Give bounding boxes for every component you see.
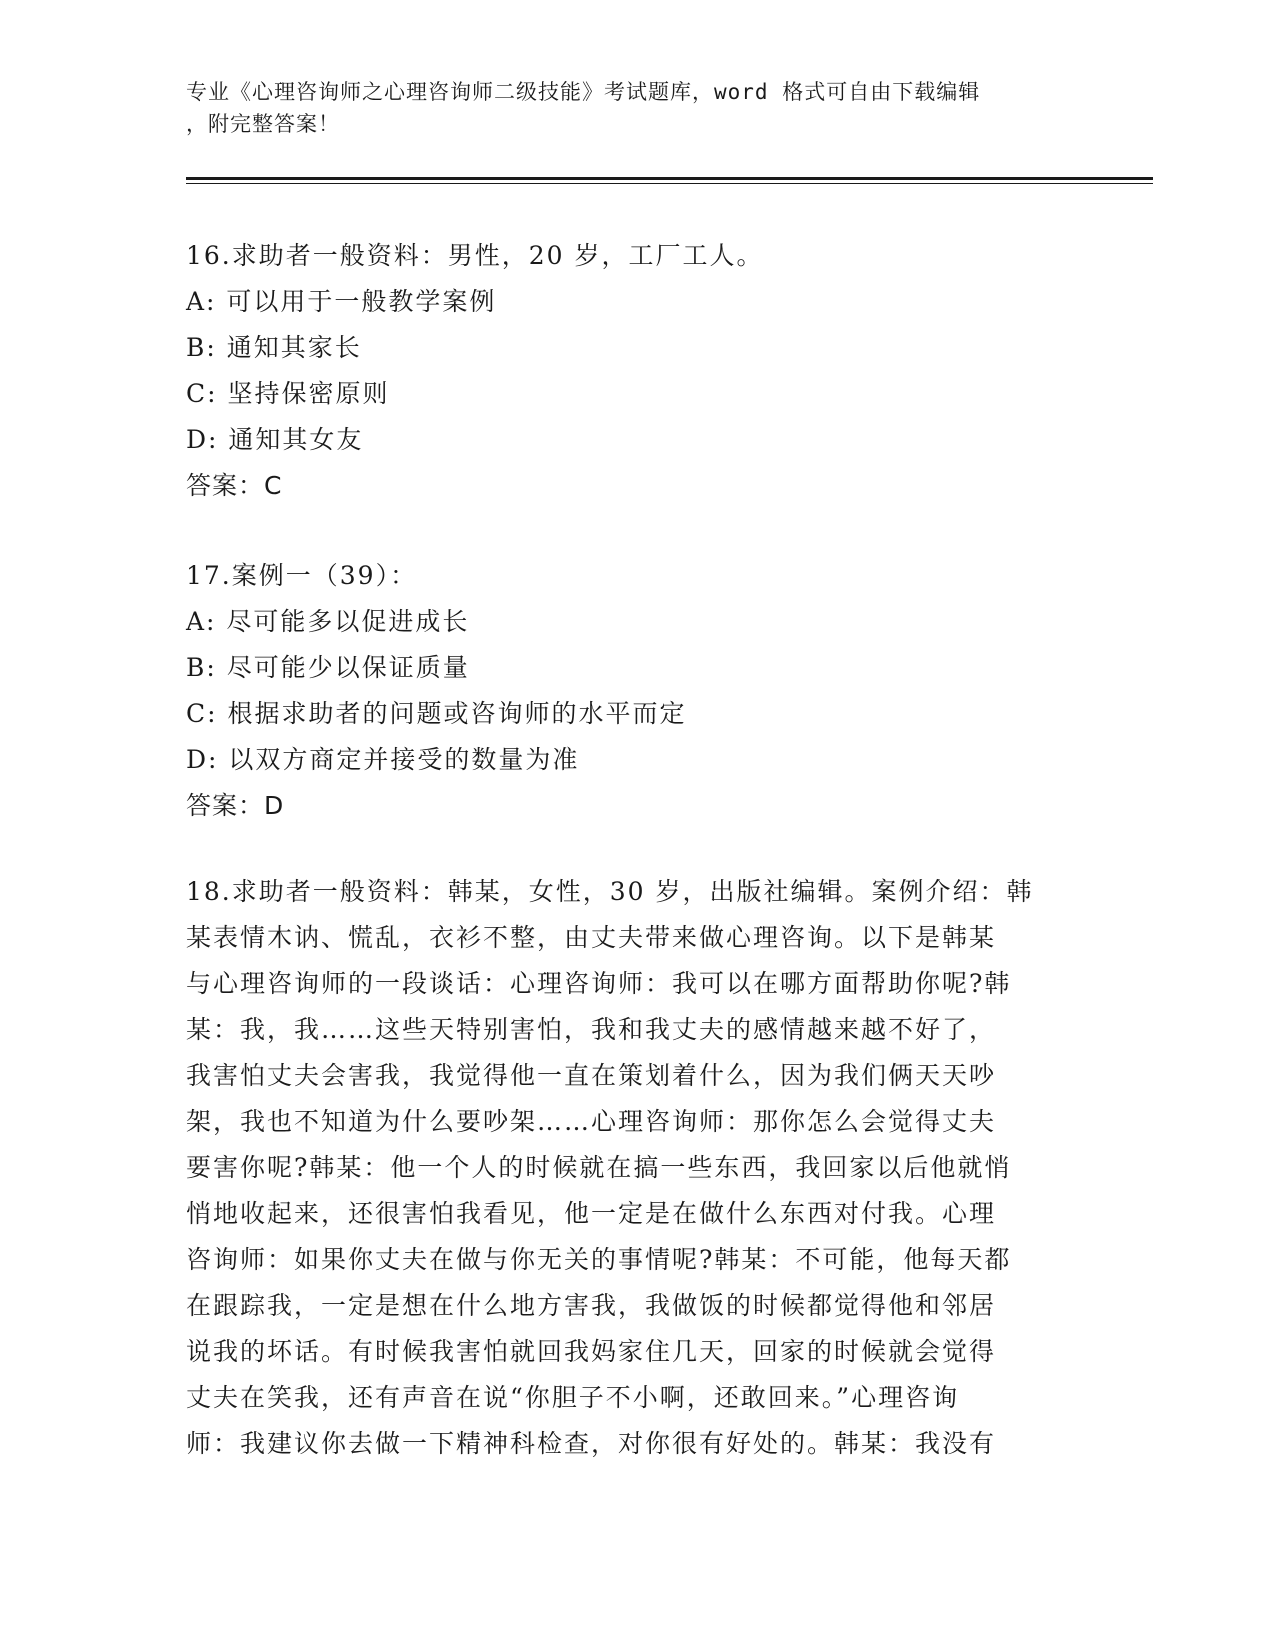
option-d: D: 以双方商定并接受的数量为准 xyxy=(186,745,580,774)
question-16 xyxy=(186,233,1086,509)
question-18 xyxy=(186,869,1086,1467)
header-divider-thick xyxy=(186,177,1153,180)
option-d: D: 通知其女友 xyxy=(186,425,364,454)
question-stem-line: 某：我，我……这些天特别害怕，我和我丈夫的感情越来越不好了， xyxy=(186,1015,997,1044)
question-stem-line: 18.求助者一般资料：韩某，女性，30 岁，出版社编辑。案例介绍：韩 xyxy=(186,877,1034,906)
answer-label: 答案：D xyxy=(186,791,285,820)
header-divider-thin xyxy=(186,183,1153,184)
question-stem-line: 咨询师：如果你丈夫在做与你无关的事情呢?韩某：不可能，他每天都 xyxy=(186,1245,1012,1274)
option-a: A: 可以用于一般教学案例 xyxy=(186,287,497,316)
header-line-2: ，附完整答案！ xyxy=(186,112,340,136)
question-stem: 16.求助者一般资料：男性，20 岁，工厂工人。 xyxy=(186,241,764,270)
question-stem-line: 在跟踪我，一定是想在什么地方害我，我做饭的时候都觉得他和邻居 xyxy=(186,1291,997,1320)
question-stem: 17.案例一（39）： xyxy=(186,561,418,590)
question-stem-line: 与心理咨询师的一段谈话：心理咨询师：我可以在哪方面帮助你呢?韩 xyxy=(186,969,1012,998)
question-stem-line: 丈夫在笑我，还有声音在说“你胆子不小啊，还敢回来。”心理咨询 xyxy=(186,1383,960,1412)
header-line-1: 专业《心理咨询师之心理咨询师二级技能》考试题库，word 格式可自由下载编辑 xyxy=(186,80,981,104)
document-header xyxy=(186,76,1066,140)
option-c: C: 坚持保密原则 xyxy=(186,379,390,408)
question-17 xyxy=(186,553,1086,829)
question-stem-line: 架，我也不知道为什么要吵架……心理咨询师：那你怎么会觉得丈夫 xyxy=(186,1107,997,1136)
question-stem-line: 说我的坏话。有时候我害怕就回我妈家住几天，回家的时候就会觉得 xyxy=(186,1337,997,1366)
question-stem-line: 师：我建议你去做一下精神科检查，对你很有好处的。韩某：我没有 xyxy=(186,1429,997,1458)
option-c: C: 根据求助者的问题或咨询师的水平而定 xyxy=(186,699,687,728)
option-b: B: 尽可能少以保证质量 xyxy=(186,653,470,682)
option-a: A: 尽可能多以促进成长 xyxy=(186,607,470,636)
question-stem-line: 悄地收起来，还很害怕我看见，他一定是在做什么东西对付我。心理 xyxy=(186,1199,997,1228)
question-stem-line: 我害怕丈夫会害我，我觉得他一直在策划着什么，因为我们俩天天吵 xyxy=(186,1061,997,1090)
answer-label: 答案：C xyxy=(186,471,283,500)
question-stem-line: 要害你呢?韩某：他一个人的时候就在搞一些东西，我回家以后他就悄 xyxy=(186,1153,1012,1182)
question-stem-line: 某表情木讷、慌乱，衣衫不整，由丈夫带来做心理咨询。以下是韩某 xyxy=(186,923,997,952)
option-b: B: 通知其家长 xyxy=(186,333,362,362)
